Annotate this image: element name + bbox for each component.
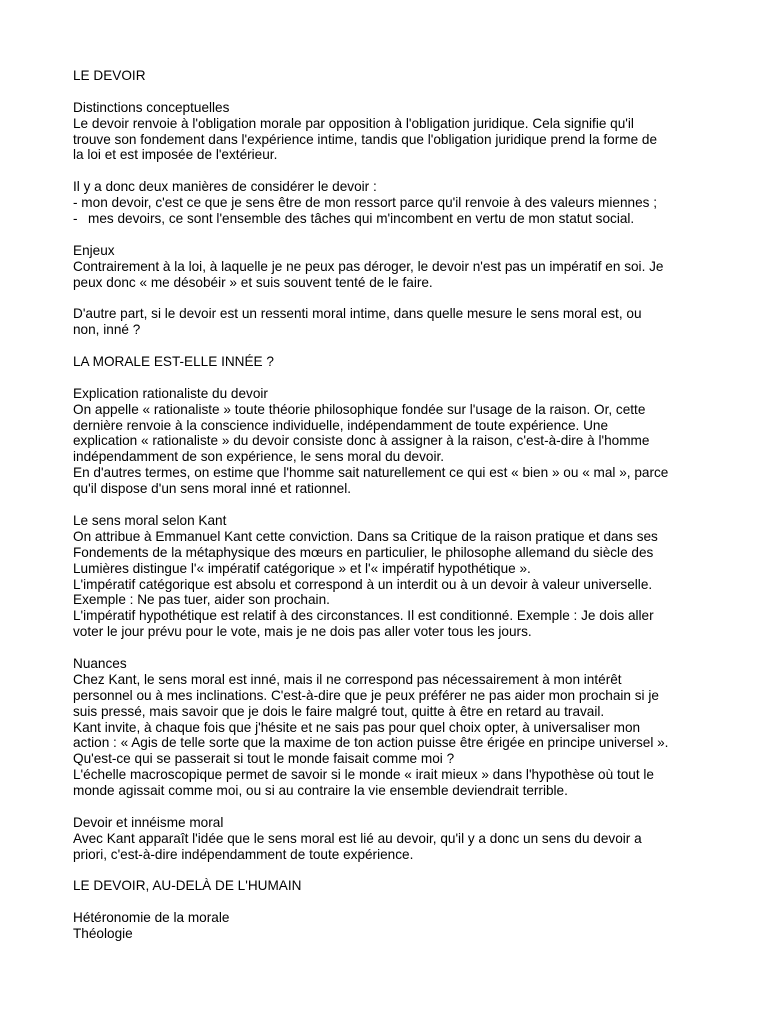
paragraph-line: Lumières distingue l'« impératif catégorique » et l'« impératif hypothétique ».: [73, 560, 531, 576]
spacer: [73, 894, 713, 910]
spacer: [73, 799, 713, 815]
paragraph-line: priori, c'est-à-dire indépendamment de toute expérience.: [73, 846, 414, 862]
spacer: [73, 863, 713, 879]
paragraph-line: - mon devoir, c'est ce que je sens être de mon ressort parce qu'il renvoie à des valeurs miennes ;: [73, 195, 657, 211]
paragraph-line: D'autre part, si le devoir est un ressenti moral intime, dans quelle mesure le sens moral est, ou: [73, 306, 642, 322]
bullet-text: mes devoirs, ce sont l'ensemble des tâches qui m'incombent en vertu de mon statut social.: [88, 211, 635, 227]
paragraph-line: Kant invite, à chaque fois que j'hésite et ne sais pas pour quel choix opter, à universaliser mon: [73, 719, 641, 735]
paragraph-line: Fondements de la métaphysique des mœurs en particulier, le philosophe allemand du siècle des: [73, 544, 654, 560]
spacer: [73, 497, 713, 513]
paragraph-line: voter le jour prévu pour le vote, mais je ne dois pas aller voter tous les jours.: [73, 624, 532, 640]
spacer: [73, 84, 713, 100]
section-heading: Nuances: [73, 655, 127, 671]
document-title: LE DEVOIR: [73, 68, 146, 83]
paragraph-line: peux donc « me désobéir » et suis souvent tenté de le faire.: [73, 274, 433, 290]
spacer: [73, 370, 713, 386]
paragraph-line: L'impératif hypothétique est relatif à des circonstances. Il est conditionné. Exemple : Je dois aller: [73, 608, 654, 624]
document-body: [73, 68, 713, 942]
paragraph-line: explication « rationaliste » du devoir consiste donc à assigner à la raison, c'est-à-dire à l'homme: [73, 433, 650, 449]
section-heading: Le sens moral selon Kant: [73, 512, 227, 528]
spacer: [73, 338, 713, 354]
spacer: [73, 163, 713, 179]
spacer: [73, 227, 713, 243]
chapter-heading: LA MORALE EST-ELLE INNÉE ?: [73, 354, 274, 370]
paragraph-line: Il y a donc deux manières de considérer le devoir :: [73, 179, 377, 195]
paragraph-line: dernière renvoie à la conscience individuelle, indépendamment de toute expérience. Une: [73, 417, 609, 433]
spacer: [73, 290, 713, 306]
section-heading: Enjeux: [73, 242, 115, 258]
paragraph-line: On appelle « rationaliste » toute théorie philosophique fondée sur l'usage de la raison. Or, cette: [73, 401, 646, 417]
paragraph-line: Exemple : Ne pas tuer, aider son prochain.: [73, 592, 330, 608]
paragraph-line: Théologie: [73, 926, 133, 942]
paragraph-line: trouve son fondement dans l'expérience intime, tandis que l'obligation juridique prend la forme de: [73, 131, 658, 147]
paragraph-line: indépendamment de son expérience, le sens moral du devoir.: [73, 449, 445, 465]
section-heading: Distinctions conceptuelles: [73, 99, 230, 115]
paragraph-line: On attribue à Emmanuel Kant cette conviction. Dans sa Critique de la raison pratique et dans ses: [73, 528, 658, 544]
paragraph-line: la loi et est imposée de l'extérieur.: [73, 147, 278, 163]
bullet-item: [73, 211, 713, 227]
paragraph-line: Qu'est-ce qui se passerait si tout le monde faisait comme moi ?: [73, 751, 455, 767]
section-heading: Devoir et innéisme moral: [73, 814, 224, 830]
chapter-heading: LE DEVOIR, AU-DELÀ DE L'HUMAIN: [73, 878, 302, 894]
paragraph-line: En d'autres termes, on estime que l'homme sait naturellement ce qui est « bien » ou « mal », parce: [73, 465, 669, 481]
paragraph-line: Avec Kant apparaît l'idée que le sens moral est lié au devoir, qu'il y a donc un sens du devoir a: [73, 830, 642, 846]
paragraph-line: monde agissait comme moi, ou si au contraire la vie ensemble deviendrait terrible.: [73, 783, 568, 799]
paragraph-line: qu'il dispose d'un sens moral inné et rationnel.: [73, 481, 351, 497]
paragraph-line: suis pressé, mais savoir que je dois le faire malgré tout, quitte à être en retard au travail.: [73, 703, 605, 719]
paragraph-line: Contrairement à la loi, à laquelle je ne peux pas déroger, le devoir n'est pas un impératif en soi. Je: [73, 258, 664, 274]
paragraph-line: Le devoir renvoie à l'obligation morale par opposition à l'obligation juridique. Cela signifie qu'il: [73, 115, 634, 131]
paragraph-line: action : « Agis de telle sorte que la maxime de ton action puisse être érigée en principe universel ».: [73, 735, 669, 751]
section-heading: Explication rationaliste du devoir: [73, 385, 268, 401]
paragraph-line: Chez Kant, le sens moral est inné, mais il ne correspond pas nécessairement à mon intérêt: [73, 671, 622, 687]
paragraph-line: L'impératif catégorique est absolu et correspond à un interdit ou à un devoir à valeur universelle.: [73, 576, 653, 592]
paragraph-line: L'échelle macroscopique permet de savoir si le monde « irait mieux » dans l'hypothèse où tout le: [73, 767, 654, 783]
paragraph-line: non, inné ?: [73, 322, 141, 338]
bullet-dash: -: [73, 211, 78, 227]
spacer: [73, 640, 713, 656]
section-heading: Hétéronomie de la morale: [73, 910, 230, 926]
paragraph-line: personnel ou à mes inclinations. C'est-à-dire que je peux préférer ne pas aider mon prochain si je: [73, 687, 659, 703]
